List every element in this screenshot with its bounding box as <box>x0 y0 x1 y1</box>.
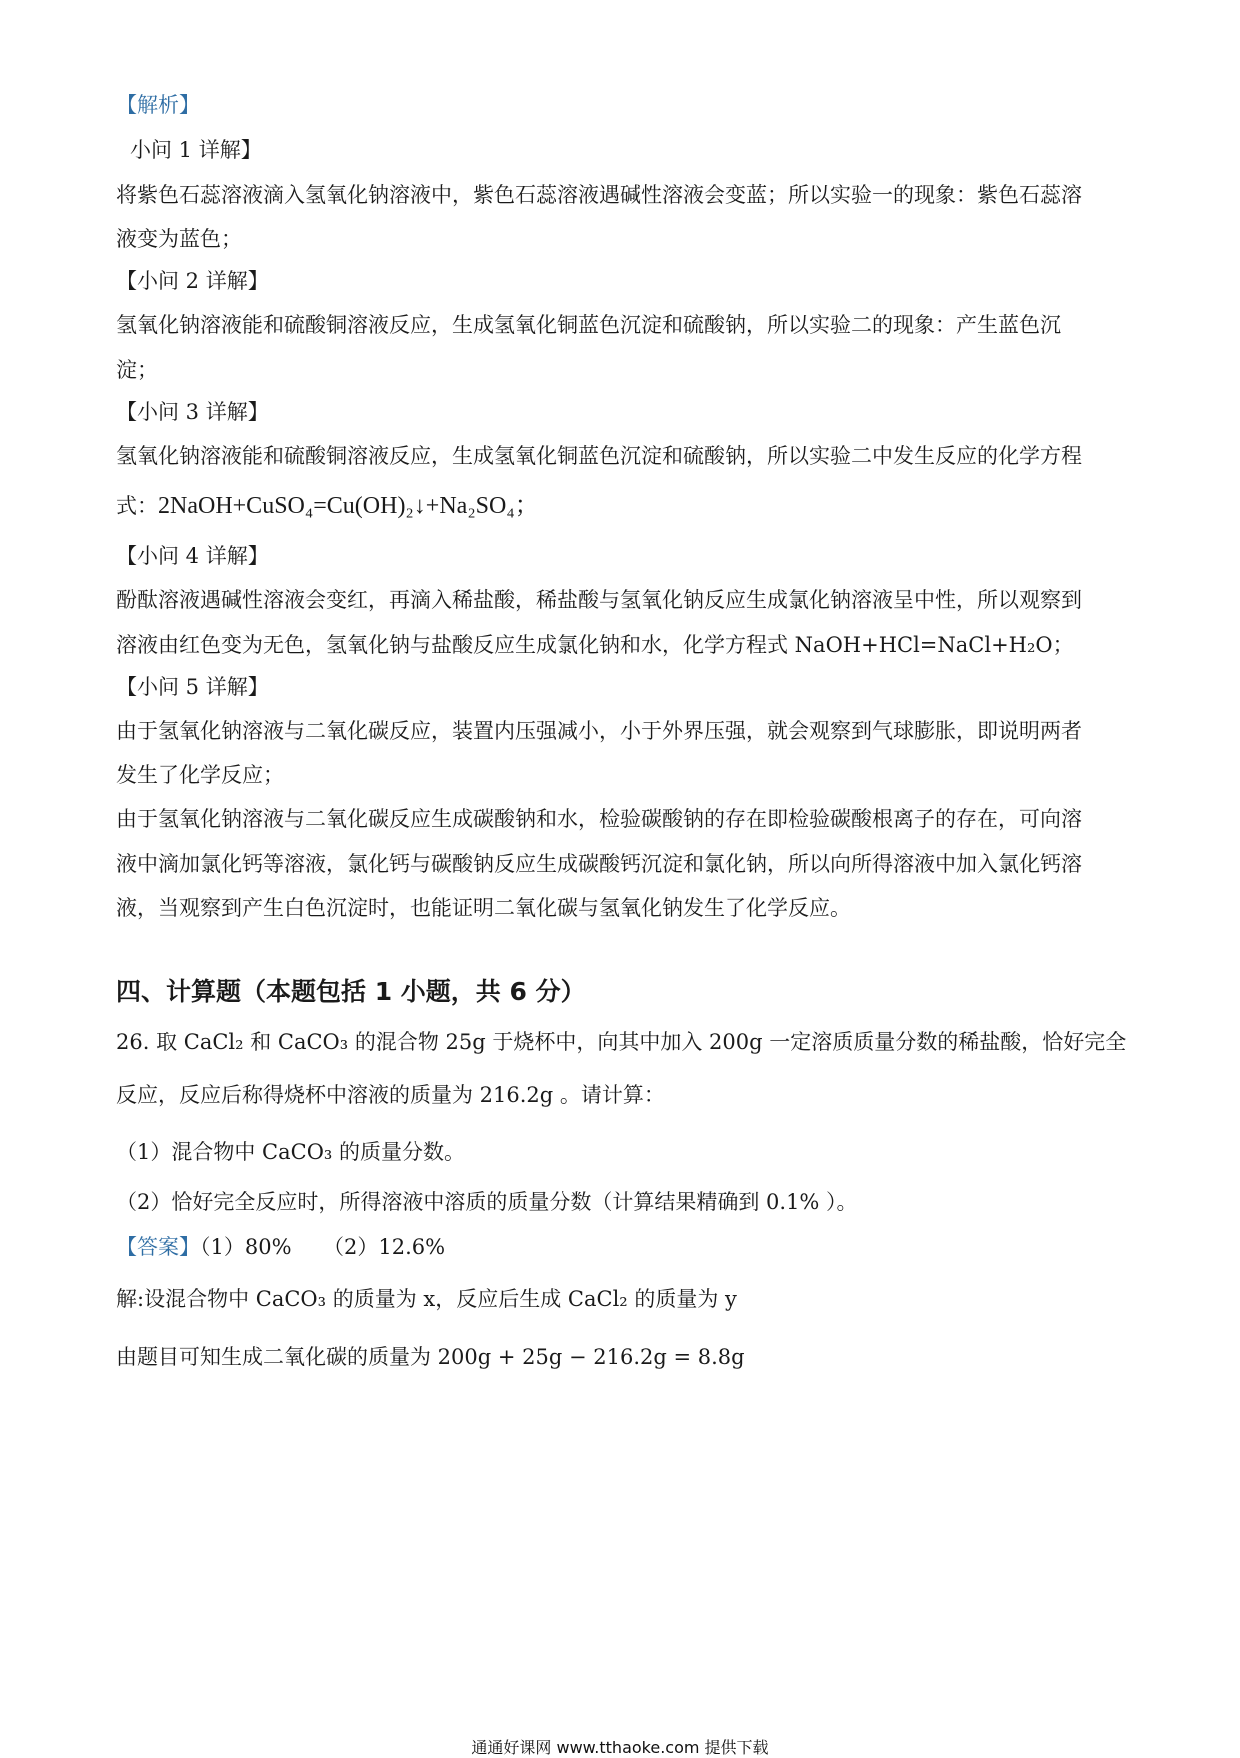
sub3-equation-line <box>116 491 539 521</box>
answer-line <box>116 1232 445 1262</box>
sub4-title: 【小问 4 详解】 <box>116 544 269 568</box>
sub2-line-2: 淀； <box>116 358 158 382</box>
sub1-line-2: 液变为蓝色； <box>116 227 242 251</box>
sub3-eq-prefix: 式： <box>116 494 158 518</box>
sub5-line-3: 由于氢氧化钠溶液与二氧化碳反应生成碳酸钠和水，检验碳酸钠的存在即检验碳酸根离子的存在，可向溶 <box>116 807 1082 831</box>
solution-line-2: 由题目可知生成二氧化碳的质量为 200g + 25g − 216.2g = 8.8g <box>116 1345 745 1369</box>
q26-line-1: 26. 取 CaCl₂ 和 CaCO₃ 的混合物 25g 于烧杯中，向其中加入 200g 一定溶质质量分数的稀盐酸，恰好完全 <box>116 1030 1127 1054</box>
sub4-line-1: 酚酞溶液遇碱性溶液会变红，再滴入稀盐酸，稀盐酸与氢氧化钠反应生成氯化钠溶液呈中性，所以观察到 <box>116 588 1082 612</box>
answer-text: （1）80% （2）12.6% <box>200 1235 446 1259</box>
sub2-title: 【小问 2 详解】 <box>116 269 269 293</box>
footer-text: 通通好课网 www.tthaoke.com 提供下载 <box>471 1738 769 1757</box>
section-title: 四、计算题（本题包括 1 小题，共 6 分） <box>116 977 586 1006</box>
sub2-line-1: 氢氧化钠溶液能和硫酸铜溶液反应，生成氢氧化铜蓝色沉淀和硫酸钠，所以实验二的现象：产生蓝色沉 <box>116 313 1061 337</box>
sub3-equation: 2NaOH+CuSO₄=Cu(OH)₂↓+Na₂SO₄； <box>158 493 539 519</box>
sub5-title: 【小问 5 详解】 <box>116 675 269 699</box>
sub5-line-4: 液中滴加氯化钙等溶液，氯化钙与碳酸钠反应生成碳酸钙沉淀和氯化钠，所以向所得溶液中加入氯化钙溶 <box>116 852 1082 876</box>
sub5-line-1: 由于氢氧化钠溶液与二氧化碳反应，装置内压强减小，小于外界压强，就会观察到气球膨胀，即说明两者 <box>116 719 1082 743</box>
sub3-line-1: 氢氧化钠溶液能和硫酸铜溶液反应，生成氢氧化铜蓝色沉淀和硫酸钠，所以实验二中发生反应的化学方程 <box>116 444 1082 468</box>
q26-part-2: （2）恰好完全反应时，所得溶液中溶质的质量分数（计算结果精确到 0.1% ）。 <box>116 1190 858 1214</box>
q26-line-2: 反应，反应后称得烧杯中溶液的质量为 216.2g 。请计算： <box>116 1083 665 1107</box>
q26-part-1: （1）混合物中 CaCO₃ 的质量分数。 <box>116 1140 466 1164</box>
sub1-line-1: 将紫色石蕊溶液滴入氢氧化钠溶液中，紫色石蕊溶液遇碱性溶液会变蓝；所以实验一的现象：紫色石蕊溶 <box>116 183 1082 207</box>
sub3-title: 【小问 3 详解】 <box>116 400 269 424</box>
answer-label: 【答案】 <box>116 1235 200 1259</box>
sub1-title: 小问 1 详解】 <box>130 138 262 162</box>
solution-line-1: 解:设混合物中 CaCO₃ 的质量为 x，反应后生成 CaCl₂ 的质量为 y <box>116 1287 737 1311</box>
analysis-header: 【解析】 <box>116 93 200 117</box>
sub5-line-2: 发生了化学反应； <box>116 763 284 787</box>
sub5-line-5: 液，当观察到产生白色沉淀时，也能证明二氧化碳与氢氧化钠发生了化学反应。 <box>116 896 851 920</box>
sub4-line-2: 溶液由红色变为无色，氢氧化钠与盐酸反应生成氯化钠和水，化学方程式 NaOH+HCl=NaCl+H₂O； <box>116 633 1074 657</box>
